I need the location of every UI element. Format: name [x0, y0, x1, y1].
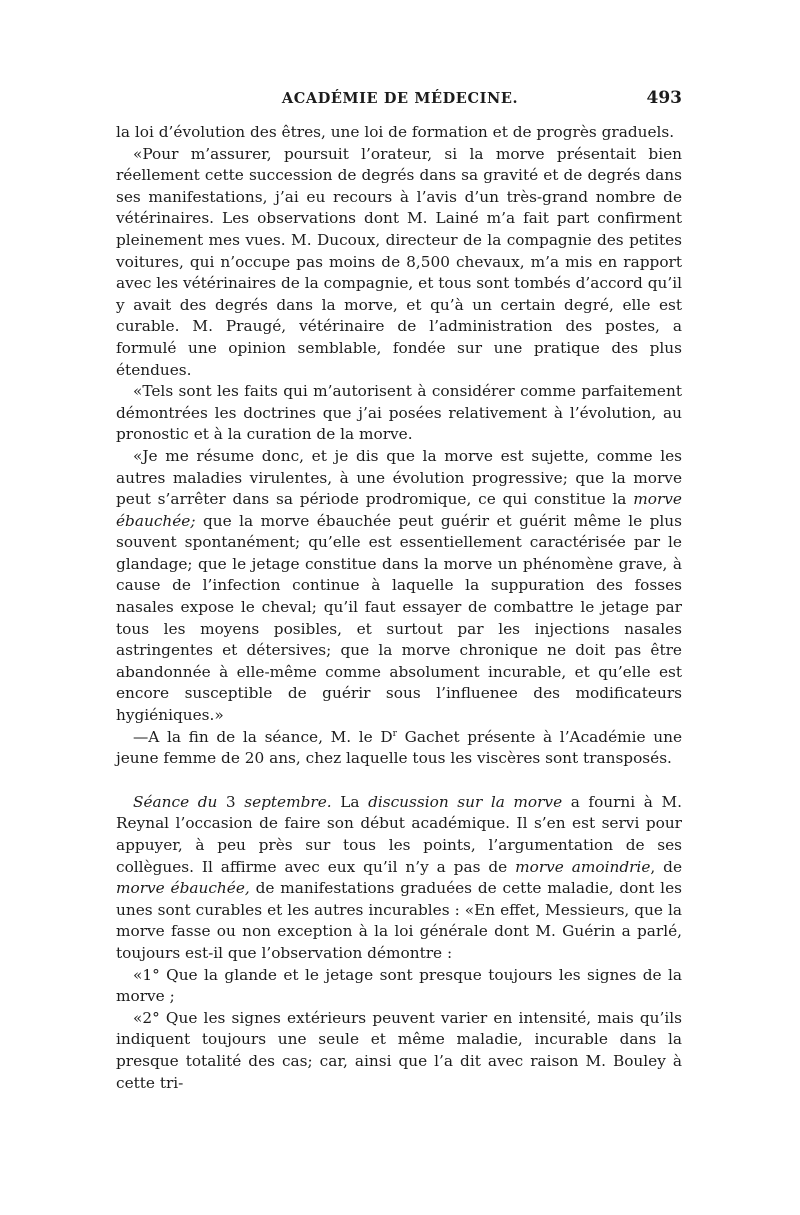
page-number: 493	[646, 88, 682, 108]
superscript: r	[392, 728, 397, 739]
text-run: a fourni à M. Reynal l’occasion de faire son début académique. Il s’en est servi pour appuyer, à peu près sur tous les points, l’argumentation de ses collègues. Il affirme avec eux qu’il n’y a pas de	[116, 792, 682, 876]
body-text	[116, 122, 682, 1094]
text-run: «Je me résume donc, et je dis que la morve est sujette, comme les autres maladies virulentes, à une évolution progressive; que la morve peut s’arrêter dans sa période prodromique, ce qui constitue la	[116, 446, 682, 509]
running-title: ACADÉMIE DE MÉDECINE.	[281, 90, 519, 107]
paragraph: «1° Que la glande et le jetage sont presque toujours les signes de la morve ;	[116, 965, 682, 1006]
text-run: , de	[650, 857, 682, 876]
paragraph: «Tels sont les faits qui m’autorisent à considérer comme parfaitement démontrées les doctrines que j’ai posées relativement à l’évolution, au pronostic et à la curation de la morve.	[116, 382, 682, 444]
session-date-month: septembre.	[244, 792, 332, 811]
session-heading: Séance du	[133, 792, 218, 811]
italic-term: discussion sur la morve	[368, 792, 563, 811]
paragraph	[116, 727, 682, 770]
paragraph	[116, 792, 682, 965]
section-gap	[116, 770, 682, 792]
italic-term: morve ébauchée;	[116, 490, 682, 530]
text-run: —A la fin de la séance, M. le D	[133, 727, 393, 746]
text-run: La	[331, 792, 369, 811]
text-run: que la morve ébauchée peut guérir et guérit même le plus souvent spontanément; qu’elle est essentiellement caractérisée par le glandage; que le jetage constitue dans la morve un phénomène grave, à cause de l’infection continue à laquelle la suppuration des fosses nasales expose le cheval; qu’il faut essayer de combattre le jetage par tous les moyens posibles, et surtout par les injections nasales astringentes et détersives; que la morve chronique ne doit pas être abandonnée à elle-même comme absolument incurable, et qu’elle est encore susceptible de guérir sous l’influenee des modificateurs hygiéniques.»	[116, 511, 682, 725]
paragraph	[116, 446, 682, 727]
page-header	[112, 90, 688, 116]
text-run: Gachet présente à l’Académie une jeune femme de 20 ans, chez laquelle tous les viscères sont transposés.	[116, 727, 683, 768]
session-date-number: 3	[217, 792, 245, 811]
text-run: de manifestations graduées de cette maladie, dont les unes sont curables et les autres incurables : «En effet, Messieurs, que la morve fasse ou non exception à la loi générale dont M. Guérin a parlé, toujours est-il que l’observation démontre :	[116, 879, 682, 962]
italic-term: morve amoindrie	[515, 857, 651, 876]
paragraph: «Pour m’assurer, poursuit l’orateur, si la morve présentait bien réellement cette succession de degrés dans sa gravité et de degrés dans ses manifestations, j’ai eu recours à l’avis d’un très-grand nombre de vétérinaires. Les observations dont M. Lainé m’a fait part confirment pleinement mes vues. M. Ducoux, directeur de la compagnie des petites voitures, qui n’occupe pas moins de 8,500 chevaux, m’a mis en rapport avec les vétérinaires de la compagnie, et tous sont tombés d’accord qu’il y avait des degrés dans la morve, et qu’à un certain degré, elle est curable. M. Praugé, vétérinaire de l’administration des postes, a formulé une opinion semblable, fondée sur une pratique des plus étendues.	[116, 144, 682, 379]
italic-term: morve ébauchée,	[116, 879, 250, 898]
paragraph: la loi d’évolution des êtres, une loi de formation et de progrès graduels.	[116, 123, 675, 141]
paragraph: «2° Que les signes extérieurs peuvent varier en intensité, mais qu’ils indiquent toujours une seule et même maladie, incurable dans la presque totalité des cas; car, ainsi que l’a dit avec raison M. Bouley à cette tri-	[116, 1008, 682, 1092]
